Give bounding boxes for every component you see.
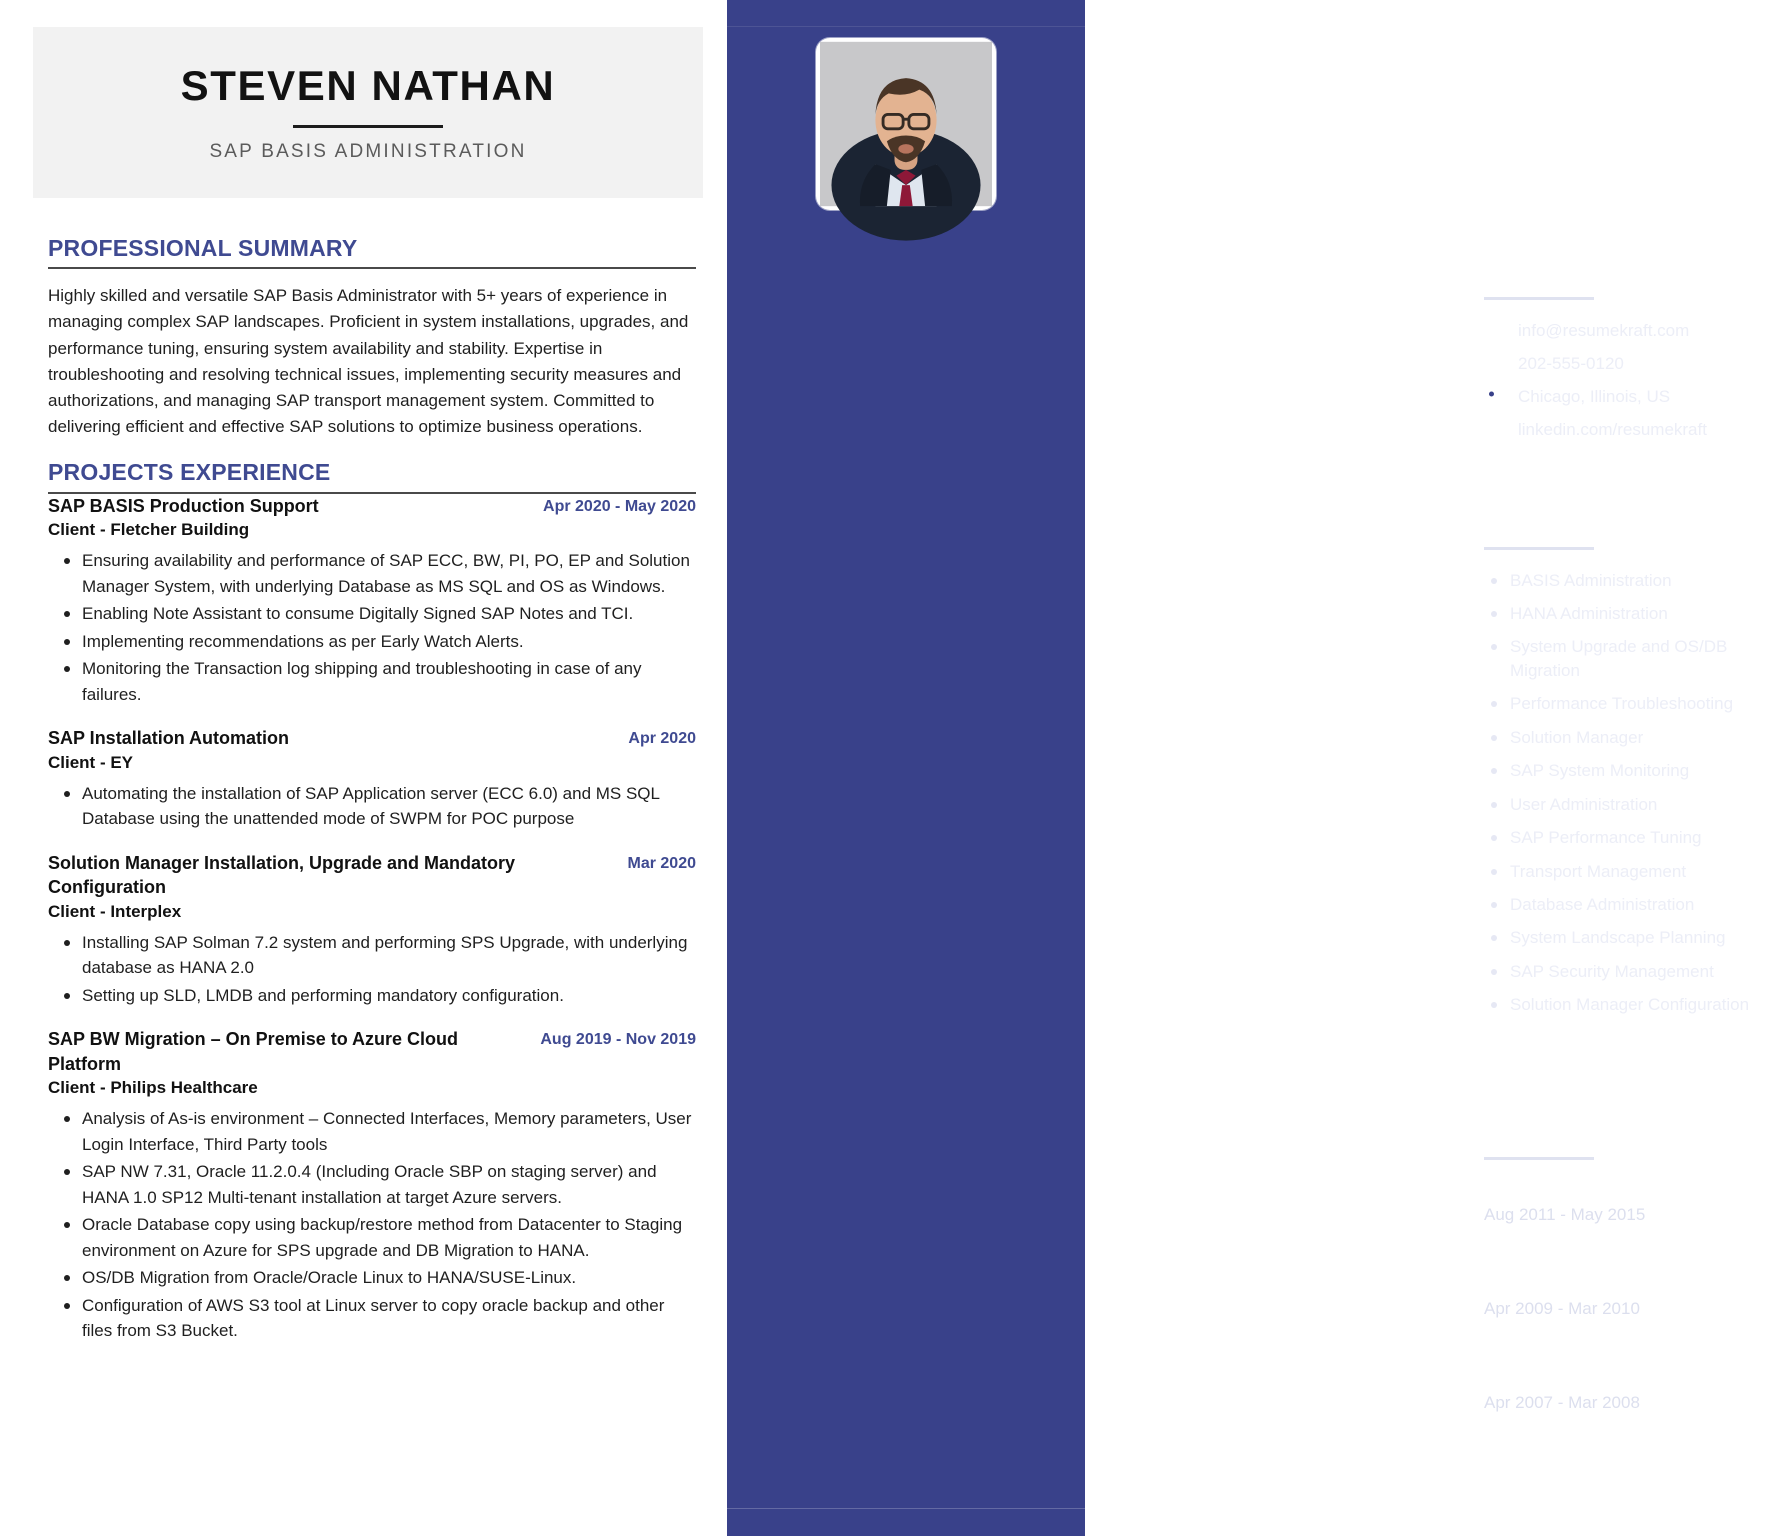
project-entry [48,726,696,831]
section-heading: EDUCATION [1484,1121,1634,1149]
summary-text: Highly skilled and versatile SAP Basis Administrator with 5+ years of experience in managing complex SAP landscapes. Proficient in system installations, upgrades, and performance tuning, ensuring system availability and stability. Expertise in troubleshooting and resolving technical issues, implementing security measures and authorizations, and managing SAP transport management system. Committed to delivering efficient and effective SAP solutions to optimize business operations. [48,286,689,437]
section-underline [1484,1157,1594,1160]
education-item [1484,1180,1784,1250]
project-titles [48,851,628,924]
section-professional-summary [48,236,696,440]
project-bullet: Oracle Database copy using backup/restore method from Datacenter to Staging environment on Azure for SPS upgrade and DB Migration to HANA. [48,1212,696,1263]
education-item [1484,1368,1784,1438]
skill-item: HANA Administration [1484,602,1784,625]
project-bullet: OS/DB Migration from Oracle/Oracle Linux to HANA/SUSE-Linux. [48,1265,696,1291]
avatar [816,38,996,210]
education-date: Aug 2011 - May 2015 [1484,1204,1646,1224]
project-title: SAP BASIS Production Support [48,495,319,516]
page-title: STEVEN NATHAN [180,61,556,109]
project-bullet: Enabling Note Assistant to consume Digitally Signed SAP Notes and TCI. [48,601,696,627]
section-underline [1484,547,1594,550]
section-education [1484,1122,1784,1462]
skill-item: Solution Manager Configuration [1484,993,1784,1016]
main-column [0,0,727,1536]
project-title: Solution Manager Installation, Upgrade and Mandatory Configuration [48,852,516,898]
section-contact [1484,262,1784,453]
project-bullets [48,1106,696,1344]
name-header-block [33,27,703,198]
profile-photo [820,42,992,206]
skill-item: System Upgrade and OS/DB Migration [1484,635,1784,682]
project-bullet: SAP NW 7.31, Oracle 11.2.0.4 (Including Oracle SBP on staging server) and HANA 1.0 SP12 Multi-tenant installation at target Azure servers. [48,1159,696,1210]
education-school: Northeastern University [1484,1321,1677,1341]
project-bullet: Analysis of As-is environment – Connected Interfaces, Memory parameters, User Login Interface, Third Party tools [48,1106,696,1157]
contact-list [1484,321,1784,440]
education-school: Arizona State University [1484,1416,1680,1436]
contact-item[interactable] [1484,387,1784,407]
section-underline [48,267,696,269]
education-school: San Jose State University [1484,1227,1692,1247]
project-header [48,726,696,774]
mobile-phone-icon [1484,354,1506,374]
section-heading: PROFESSIONAL SUMMARY [48,235,358,261]
location-pin-icon [1484,387,1506,407]
project-bullets [48,781,696,832]
education-date: Apr 2009 - Mar 2010 [1484,1298,1640,1318]
section-skills [1484,512,1784,1027]
education-date: Apr 2007 - Mar 2008 [1484,1393,1640,1413]
project-titles [48,726,628,774]
project-entry [48,1027,696,1344]
project-bullets [48,548,696,707]
skill-item: SAP Security Management [1484,960,1784,983]
skill-item: Transport Management [1484,860,1784,883]
skill-item: BASIS Administration [1484,569,1784,592]
contact-value: info@resumekraft.com [1518,320,1690,340]
project-bullet: Automating the installation of SAP Application server (ECC 6.0) and MS SQL Database using the unattended mode of SWPM for POC purpose [48,781,696,832]
project-header [48,494,696,542]
project-titles [48,1027,540,1100]
skill-item: System Landscape Planning [1484,926,1784,949]
sidebar-bottom-divider [727,1508,1085,1509]
skill-item: SAP System Monitoring [1484,759,1784,782]
sidebar-top-divider [727,26,1085,27]
education-item [1484,1274,1784,1344]
project-title: SAP Installation Automation [48,728,290,749]
project-client: Client - Philips Healthcare [48,1078,258,1098]
contact-value: linkedin.com/resumekraft [1518,419,1707,439]
education-degree: Matriculation (X) [1484,1369,1626,1390]
main-content [48,236,696,1363]
section-heading: CONTACT [1484,261,1607,289]
skill-item: Database Administration [1484,893,1784,916]
project-bullet: Monitoring the Transaction log shipping and troubleshooting in case of any failures. [48,656,696,707]
section-underline [1484,297,1594,300]
section-projects-experience [48,460,696,1343]
project-entry [48,851,696,1009]
project-header [48,1027,696,1100]
project-bullets [48,930,696,1009]
linkedin-icon [1484,420,1506,440]
project-client: Client - Interplex [48,901,182,921]
name-divider [293,125,443,128]
project-date: Aug 2019 - Nov 2019 [540,1031,696,1049]
education-list [1484,1180,1784,1439]
portrait-illustration [820,42,992,206]
section-heading: SKILLS [1484,511,1575,539]
skill-item: User Administration [1484,793,1784,816]
project-header [48,851,696,924]
skill-item: SAP Performance Tuning [1484,826,1784,849]
project-bullet: Setting up SLD, LMDB and performing mandatory configuration. [48,983,696,1009]
project-titles [48,494,543,542]
section-heading: PROJECTS EXPERIENCE [48,459,331,486]
project-client: Client - EY [48,752,134,772]
education-degree: B.E. (IT) [1484,1181,1552,1202]
contact-item[interactable] [1484,321,1784,341]
project-bullet: Configuration of AWS S3 tool at Linux server to copy oracle backup and other files from S3 Bucket. [48,1293,696,1344]
project-client: Client - Fletcher Building [48,520,250,540]
project-entry [48,494,696,707]
contact-value: Chicago, Illinois, US [1518,386,1671,406]
skills-list [1484,569,1784,1017]
project-bullet: Installing SAP Solman 7.2 system and performing SPS Upgrade, with underlying database as HANA 2.0 [48,930,696,981]
education-degree: Intermediate (XII) [1484,1275,1631,1296]
contact-item[interactable] [1484,354,1784,374]
skill-item: Solution Manager [1484,726,1784,749]
project-bullet: Ensuring availability and performance of SAP ECC, BW, PI, PO, EP and Solution Manager System, with underlying Database as MS SQL and OS as Windows. [48,548,696,599]
project-date: Mar 2020 [627,854,696,872]
project-date: Apr 2020 - May 2020 [543,497,696,515]
job-title: SAP BASIS ADMINISTRATION [209,140,527,162]
project-title: SAP BW Migration – On Premise to Azure Cloud Platform [48,1029,459,1074]
skill-item: Performance Troubleshooting [1484,692,1784,715]
contact-value: 202-555-0120 [1518,353,1624,373]
projects-list [48,494,696,1344]
envelope-icon [1484,321,1506,341]
sidebar [727,0,1750,1536]
project-date: Apr 2020 [628,730,696,748]
contact-item[interactable] [1484,420,1784,440]
project-bullet: Implementing recommendations as per Early Watch Alerts. [48,629,696,655]
